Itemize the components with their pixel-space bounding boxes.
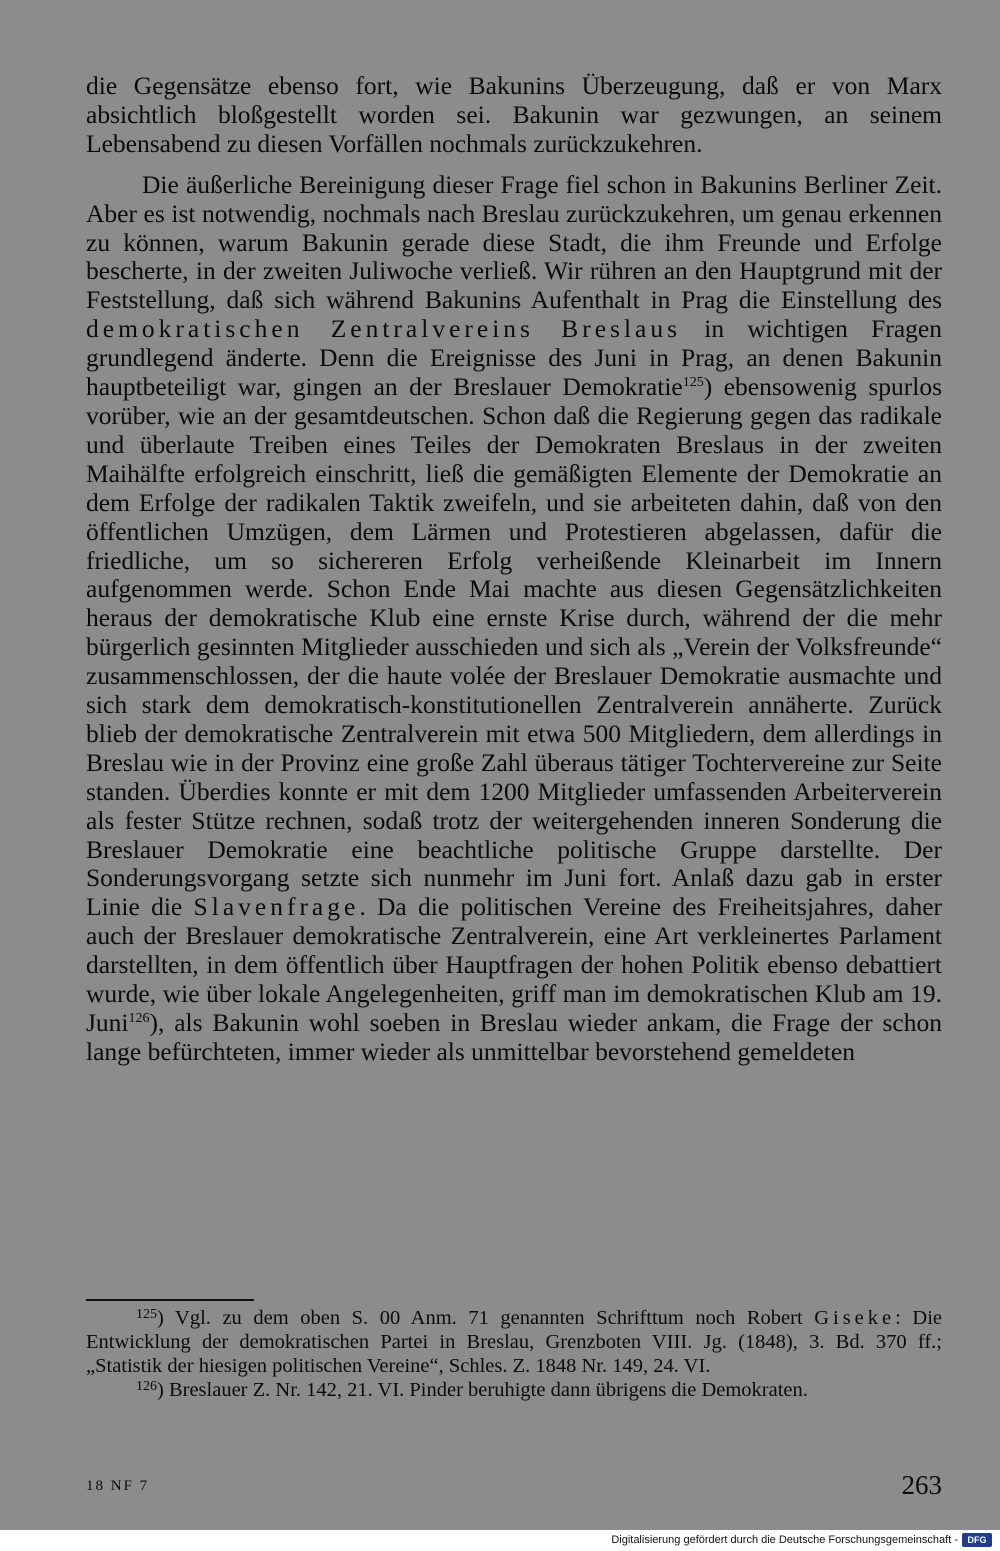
paragraph-2-part-e: ), als Bakunin wohl soeben in Breslau wieder ankam, die Frage der schon lange befürchteten, immer wieder als unmittelbar bevorstehend gemeldeten — [86, 1008, 942, 1066]
paragraph-2-part-c: ) ebensowenig spurlos vorüber, wie an der gesamtdeutschen. Schon daß die Regierung gegen das radikale und überlaute Treiben eines Teiles der Demokraten Breslaus in der zweiten Maihälfte erfolgreich einschritt, ließ die gemäßigten Elemente der Demokratie an dem Erfolge der radikalen Taktik zweifeln, und sie arbeiteten dahin, daß von den öffentlichen Umzügen, dem Lärmen und Protestieren abgelassen, dafür die friedliche, um so sichereren Erfolg verheißende Kleinarbeit im Innern aufgenommen werde. Schon Ende Mai machte aus diesen Gegensätzlichkeiten heraus der demokratische Klub eine ernste Krise durch, während der die mehr bürgerlich gesinnten Mitglieder ausschieden und sich als „Verein der Volksfreunde“ zusammenschlossen, der die haute volée der Breslauer Demokratie ausmachte und sich stark dem demokratisch-konstitutionellen Zentralverein annäherte. Zurück blieb der demokratische Zentralverein mit etwa 500 Mitgliedern, dem allerdings in Breslau wie in der Provinz eine große Zahl überaus tätiger Tochtervereine zur Seite standen. Überdies konnte er mit dem 1200 Mitglieder umfassenden Arbeiterverein als fester Stütze rechnen, sodaß trotz der weitergehenden inneren Sonderung die Breslauer Demokratie eine beachtliche politische Gruppe darstellte. Der Sonderungsvorgang setzte sich nunmehr im Juni fort. Anlaß dazu gab in erster Linie die — [86, 372, 942, 922]
footnote-126-text: ) Breslauer Z. Nr. 142, 21. VI. Pinder beruhigte dann übrigens die Demokraten. — [157, 1379, 808, 1401]
footnote-number: 126 — [136, 1379, 157, 1394]
paragraph-1: die Gegensätze ebenso fort, wie Bakunins Überzeugung, daß er von Marx absichtlich bloßgestellt worden sei. Bakunin war gezwungen, an seinem Lebensabend zu diesen Vorfällen nochmals zurückzukehren. — [86, 71, 942, 158]
footnotes — [86, 1306, 942, 1402]
digitization-credit-bar — [0, 1530, 1000, 1551]
paragraph-2 — [86, 171, 942, 1067]
dfg-logo[interactable]: DFG — [962, 1533, 992, 1547]
footnote-126 — [86, 1378, 942, 1402]
body-text — [86, 72, 942, 1067]
footnote-125-part-b: : Die Entwicklung der demokratischen Partei in Breslau, Grenzboten VIII. Jg. (1848), 3. Bd. 370 ff.; „Statistik der hiesigen politischen Vereine“, Schles. Z. 1848 Nr. 149, 24. VI. — [86, 1307, 942, 1377]
footnote-divider — [86, 1299, 254, 1301]
footnote-ref-125[interactable]: 125 — [682, 375, 704, 391]
footnote-ref-126[interactable]: 126 — [128, 1011, 150, 1026]
credit-text: Digitalisierung gefördert durch die Deutsche Forschungsgemeinschaft - — [611, 1534, 958, 1546]
spaced-emphasis-zentralverein: demokratischen Zentralvereins Breslaus — [86, 314, 682, 344]
spaced-author-name: Giseke — [814, 1307, 896, 1329]
page-number: 263 — [901, 1470, 942, 1500]
printer-signature: 18 NF 7 — [86, 1478, 150, 1494]
paragraph-2-part-d: . Da die politischen Vereine des Freiheitsjahres, daher auch der Breslauer demokratische Zentralverein, eine Art verkleinertes Parlament darstellten, in dem öffentlich über Hauptfragen der hohen Politik ebenso debattiert wurde, wie über lokale Angelegenheiten, griff man im demokratischen Klub am 19. Juni — [86, 892, 943, 1037]
footnote-number: 125 — [136, 1307, 157, 1322]
paragraph-2-part-b: in wichtigen Fragen grundlegend änderte. Denn die Ereignisse des Juni in Prag, an denen Bakunin hauptbeteiligt war, gingen an der Breslauer Demokratie — [86, 314, 942, 402]
footnote-125-part-a: ) Vgl. zu dem oben S. 00 Anm. 71 genannten Schrifttum noch Robert — [157, 1307, 815, 1329]
footnote-125 — [86, 1306, 942, 1378]
paragraph-2-part-a: Die äußerliche Bereinigung dieser Frage fiel schon in Bakunins Berliner Zeit. Aber es ist notwendig, nochmals nach Breslau zurückzukehren, um genau erkennen zu können, warum Bakunin gerade diese Stadt, die ihm Freunde und Erfolge bescherte, in der zweiten Juliwoche verließ. Wir rühren an den Hauptgrund mit der Feststellung, daß sich während Bakunins Aufenthalt in Prag die Einstellung des — [86, 169, 942, 315]
spaced-emphasis-slavenfrage: Slavenfrage — [193, 892, 360, 922]
